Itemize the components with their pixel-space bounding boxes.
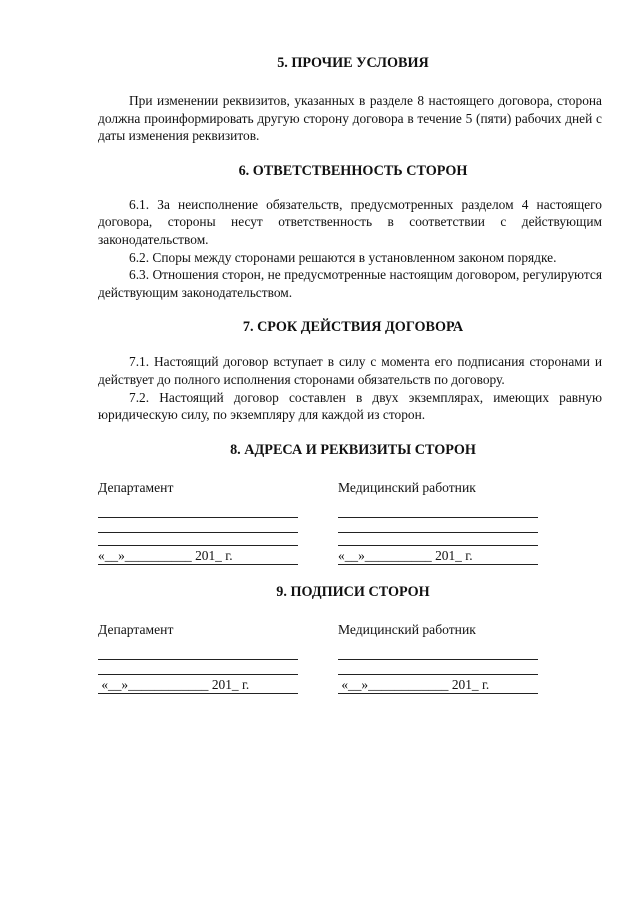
requisites-line <box>98 533 298 546</box>
signature-line <box>338 645 538 660</box>
medical-worker-label: Медицинский работник <box>338 621 476 637</box>
signature-line <box>338 660 538 675</box>
signature-medical-worker-column <box>338 621 538 694</box>
requisites-medical-worker-column <box>338 479 538 565</box>
section-5-paragraph: При изменении реквизитов, указанных в разделе 8 настоящего договора, сторона должна проинформировать другую сторону договора в течение 5 (пяти) рабочих дней с даты изменения реквизитов. <box>98 93 602 144</box>
section-7-title: 7. СРОК ДЕЙСТВИЯ ДОГОВОРА <box>242 319 464 336</box>
section-5-title: 5. ПРОЧИЕ УСЛОВИЯ <box>277 55 429 71</box>
signature-date-field: «__»____________ 201_ г. <box>98 677 298 694</box>
department-label: Департамент <box>98 621 174 637</box>
clause-6-3: 6.3. Отношения сторон, не предусмотренные настоящим договором, регулируются действующим законодательством. <box>98 267 602 300</box>
signatures-block <box>98 621 602 692</box>
requisites-department-column <box>98 479 298 565</box>
signature-line <box>98 660 298 675</box>
signature-line <box>98 645 298 660</box>
contract-page-body <box>98 54 602 692</box>
clause-6-1: 6.1. За неисполнение обязательств, предусмотренных разделом 4 настоящего договора, стороны несут ответственность в соответствии с действующим законодательством. <box>98 196 602 247</box>
department-label: Департамент <box>98 479 174 495</box>
requisites-date-field: «__»__________ 201_ г. <box>98 548 298 565</box>
clause-7-1: 7.1. Настоящий договор вступает в силу с момента его подписания сторонами и действует до полного исполнения сторонами обязательств по договору. <box>98 354 602 387</box>
signature-department-column <box>98 621 298 694</box>
signature-date-field: «__»____________ 201_ г. <box>338 677 538 694</box>
requisites-line <box>338 518 538 533</box>
clause-6-2: 6.2. Споры между сторонами решаются в установленном законом порядке. <box>129 249 557 265</box>
section-6-title: 6. ОТВЕТСТВЕННОСТЬ СТОРОН <box>238 162 468 179</box>
section-9-title: 9. ПОДПИСИ СТОРОН <box>276 583 430 600</box>
requisites-line <box>338 503 538 518</box>
requisites-line <box>98 518 298 533</box>
section-8-title: 8. АДРЕСА И РЕКВИЗИТЫ СТОРОН <box>230 441 476 458</box>
medical-worker-label: Медицинский работник <box>338 479 476 495</box>
requisites-date-field: «__»__________ 201_ г. <box>338 548 538 565</box>
requisites-block <box>98 479 602 563</box>
requisites-line <box>338 533 538 546</box>
requisites-line <box>98 503 298 518</box>
clause-7-2: 7.2. Настоящий договор составлен в двух экземплярах, имеющих равную юридическую силу, по экземпляру для каждой из сторон. <box>98 389 602 423</box>
